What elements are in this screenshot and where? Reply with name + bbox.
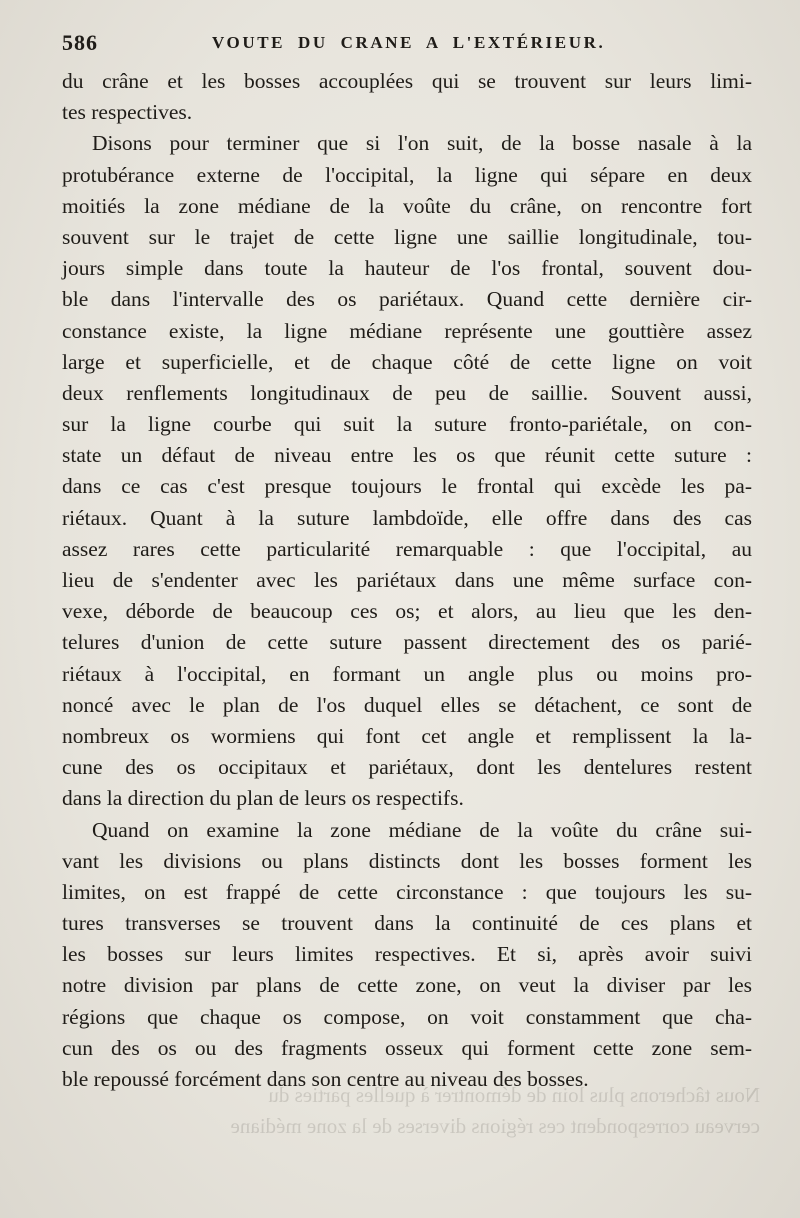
text-line: souvent sur le trajet de cette ligne une saillie longitudinale, tou- — [62, 224, 752, 249]
text-line: assez rares cette particularité remarquable : que l'occipital, au — [62, 536, 752, 561]
body-text — [62, 66, 752, 1095]
bleed-through-text: Nous tâcherons plus loin de démontrer à quelles parties du cerveau correspondent ces régions diverses de la zone médiane — [230, 1083, 760, 1138]
running-head: VOUTE DU CRANE A L'EXTÉRIEUR. — [212, 33, 606, 52]
paragraph — [62, 128, 752, 814]
text-line: tures transverses se trouvent dans la continuité de ces plans et — [62, 911, 752, 936]
text-line: riétaux à l'occipital, en formant un angle plus ou moins pro- — [62, 661, 752, 686]
paragraph — [62, 815, 752, 1096]
text-line: jours simple dans toute la hauteur de l'os frontal, souvent dou- — [62, 256, 752, 281]
text-line: régions que chaque os compose, on voit constamment que cha- — [62, 1004, 752, 1029]
text-line: cune des os occipitaux et pariétaux, dont les dentelures restent — [62, 755, 752, 780]
text-line: dans ce cas c'est presque toujours le frontal qui excède les pa- — [62, 474, 752, 499]
text-line: vexe, déborde de beaucoup ces os; et alors, au lieu que les den- — [62, 599, 752, 624]
text-line: state un défaut de niveau entre les os que réunit cette suture : — [62, 443, 752, 468]
text-line: ble dans l'intervalle des os pariétaux. Quand cette dernière cir- — [62, 287, 752, 312]
text-line: constance existe, la ligne médiane représente une gouttière assez — [62, 318, 752, 343]
page-number: 586 — [62, 30, 98, 55]
text-line: deux renflements longitudinaux de peu de saillie. Souvent aussi, — [62, 380, 752, 405]
text-line: Disons pour terminer que si l'on suit, de la bosse nasale à la — [92, 131, 752, 156]
text-line: sur la ligne courbe qui suit la suture fronto-pariétale, on con- — [62, 412, 752, 437]
text-line: nombreux os wormiens qui font cet angle et remplissent la la- — [62, 723, 752, 748]
text-line: moitiés la zone médiane de la voûte du crâne, on rencontre fort — [62, 193, 752, 218]
text-line: dans la direction du plan de leurs os respectifs. — [62, 786, 464, 811]
paragraph — [62, 66, 752, 128]
text-line: large et superficielle, et de chaque côté de cette ligne on voit — [62, 349, 752, 374]
text-line: Quand on examine la zone médiane de la voûte du crâne sui- — [92, 817, 752, 842]
text-line: cun des os ou des fragments osseux qui forment cette zone sem- — [62, 1035, 752, 1060]
text-line: lieu de s'endenter avec les pariétaux dans une même surface con- — [62, 568, 752, 592]
text-line: tes respectives. — [62, 100, 193, 125]
text-line: notre division par plans de cette zone, on veut la diviser par les — [62, 973, 752, 998]
text-line: les bosses sur leurs limites respectives. Et si, après avoir suivi — [62, 942, 752, 967]
text-line: limites, on est frappé de cette circonstance : que toujours les su- — [62, 879, 752, 904]
text-line: riétaux. Quant à la suture lambdoïde, elle offre dans des cas — [62, 505, 752, 530]
text-line: vant les divisions ou plans distincts dont les bosses forment les — [62, 848, 752, 873]
text-line: du crâne et les bosses accouplées qui se trouvent sur leurs limi- — [62, 69, 752, 93]
text-line: ble repoussé forcément dans son centre au niveau des bosses. — [62, 1067, 589, 1091]
page-header — [62, 30, 752, 64]
text-line: noncé avec le plan de l'os duquel elles se détachent, ce sont de — [62, 692, 752, 717]
text-line: protubérance externe de l'occipital, la ligne qui sépare en deux — [62, 162, 752, 187]
text-line: telures d'union de cette suture passent directement des os parié- — [62, 630, 752, 655]
